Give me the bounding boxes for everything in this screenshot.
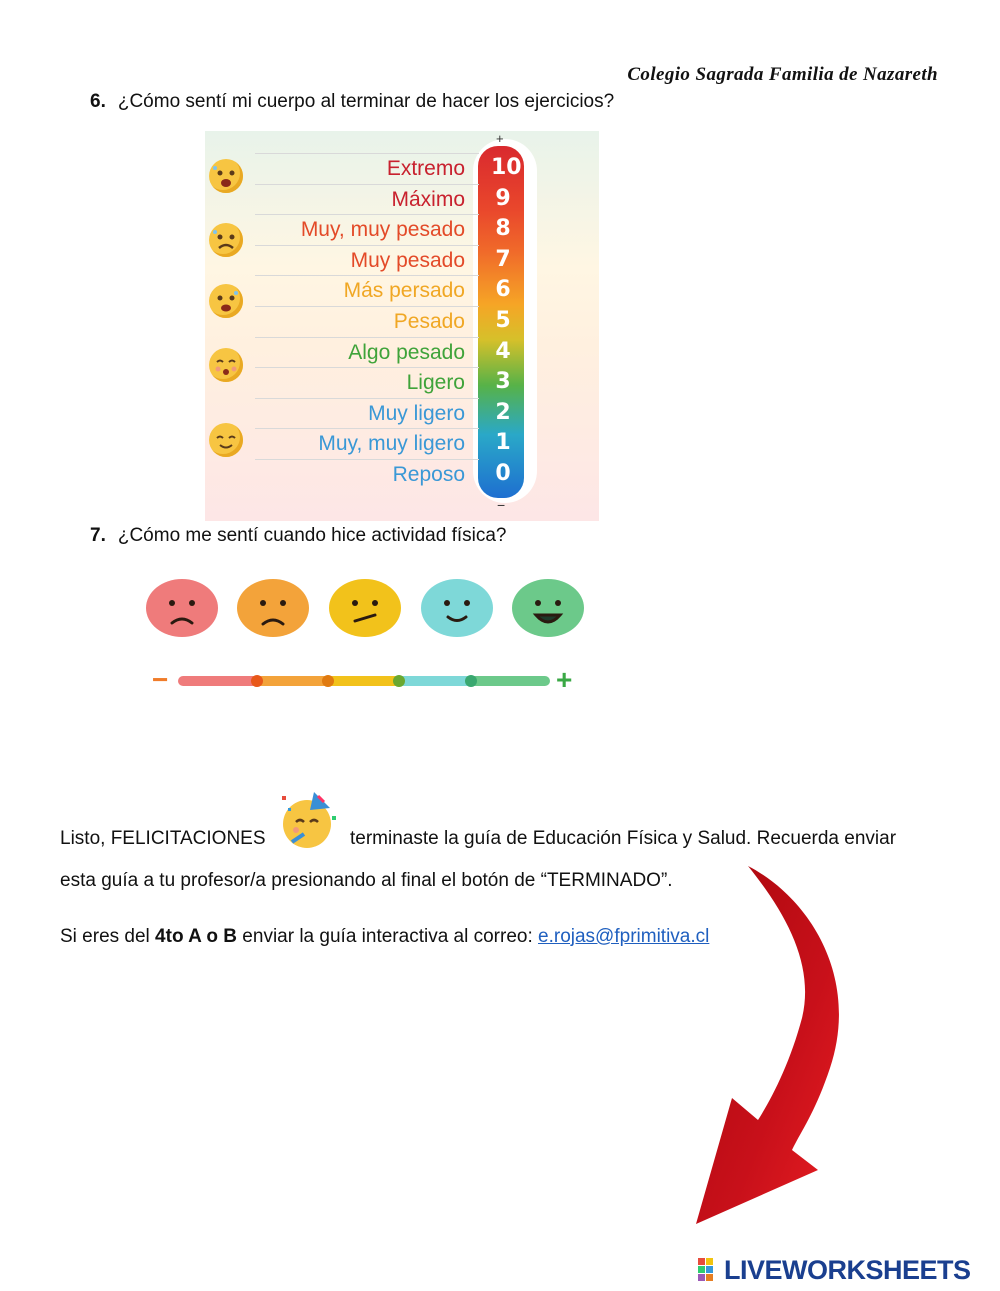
scale-minus: − [497, 497, 506, 513]
tired-face-icon [209, 348, 243, 382]
scale-row [255, 153, 522, 184]
strained-face-icon [209, 223, 243, 257]
scale-row [255, 245, 511, 276]
school-name: Colegio Sagrada Familia de Nazareth [627, 64, 938, 85]
emotion-plus: + [556, 664, 573, 695]
scale-row [255, 367, 511, 398]
p3-bold: 4to A o B [155, 926, 238, 947]
happy-face-icon[interactable] [512, 579, 584, 637]
scale-row [255, 337, 511, 368]
scale-row-value: 10 [491, 155, 522, 180]
question-6-number: 6. [90, 91, 106, 112]
scale-row-value: 3 [495, 369, 511, 395]
p3-mid: enviar la guía interactiva al correo: [237, 926, 539, 947]
scale-row-label: Algo pesado [348, 340, 465, 364]
scale-row-value: 7 [495, 246, 511, 272]
party-face-icon [274, 786, 340, 852]
scale-row-value: 4 [495, 338, 511, 364]
scale-row-label: Máximo [391, 187, 465, 211]
scale-row-label: Reposo [392, 463, 465, 486]
question-6-text: ¿Cómo sentí mi cuerpo al terminar de hacer los ejercicios? [117, 91, 615, 112]
effort-scale [205, 131, 599, 521]
scale-row-value: 1 [495, 430, 511, 456]
scale-plus: + [496, 131, 504, 146]
scale-row-label: Muy pesado [350, 248, 465, 272]
scale-row-label: Más persado [343, 279, 465, 303]
scale-row [255, 184, 511, 215]
scale-row-label: Muy ligero [368, 401, 465, 425]
scale-row [255, 459, 511, 490]
question-7 [90, 525, 507, 547]
question-6 [90, 91, 614, 113]
content-face-icon[interactable] [421, 579, 493, 637]
scale-row-value: 0 [495, 461, 511, 486]
scale-row-value: 8 [495, 216, 511, 242]
emotion-minus: − [152, 664, 169, 695]
scale-row [255, 398, 511, 429]
question-7-text: ¿Cómo me sentí cuando hice actividad física? [117, 525, 507, 546]
scale-row-label: Muy, muy pesado [300, 218, 465, 242]
scale-dot [393, 675, 405, 687]
scale-row-label: Pesado [393, 310, 465, 333]
emotion-scale-bar [178, 676, 550, 686]
neutral-face-icon[interactable] [329, 579, 401, 637]
scale-row-value: 9 [495, 185, 511, 211]
scale-row-value: 6 [495, 277, 511, 303]
liveworksheets-logo-icon [698, 1258, 722, 1282]
scale-dot [465, 675, 477, 687]
scale-row [255, 306, 511, 337]
relaxed-face-icon [209, 423, 243, 457]
sad-face-icon[interactable] [146, 579, 218, 637]
p3-start: Si eres del [60, 926, 156, 947]
scale-dot [322, 675, 334, 687]
scale-row [255, 275, 511, 306]
scale-row-value: 5 [495, 308, 511, 333]
brand-name: LIVEWORKSHEETS [724, 1255, 971, 1285]
scale-row [255, 214, 511, 245]
email-link[interactable]: e.rojas@fprimitiva.cl [538, 926, 710, 947]
red-arrow-icon [690, 858, 860, 1230]
worried-face-icon[interactable] [237, 579, 309, 637]
scale-dot [251, 675, 263, 687]
closing-paragraph-3 [60, 924, 709, 950]
scale-row-label: Muy, muy ligero [318, 432, 465, 456]
closing-paragraph-1 [60, 826, 897, 852]
exhausted-face-icon [209, 159, 243, 193]
scale-row-label: Extremo [386, 157, 465, 180]
scale-row-value: 2 [495, 399, 511, 425]
congrats-text: Listo, FELICITACIONES [60, 828, 266, 849]
closing-paragraph-1-end: terminaste la guía de Educación Física y Salud. Recuerda enviar [350, 828, 897, 849]
scale-row-label: Ligero [406, 371, 465, 395]
sweating-face-icon [209, 284, 243, 318]
question-7-number: 7. [90, 525, 106, 546]
scale-row [255, 428, 511, 459]
closing-paragraph-2: esta guía a tu profesor/a presionando al final el botón de “TERMINADO”. [60, 870, 673, 891]
